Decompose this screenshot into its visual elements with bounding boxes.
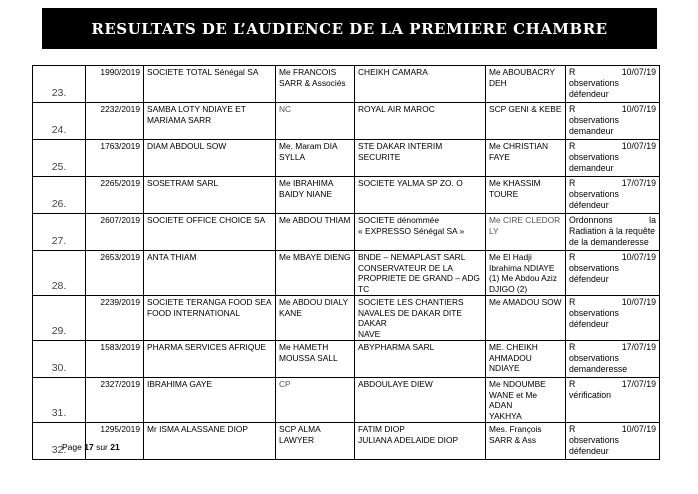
decision-first-line: [569, 215, 656, 226]
defendant-cell: [355, 66, 486, 103]
cell-line: NC: [279, 104, 292, 114]
defendant-lawyer-cell: [486, 103, 566, 140]
plaintiff-lawyer-cell: [276, 251, 355, 296]
table-row: [33, 423, 660, 460]
footer-page-label: Page: [62, 442, 82, 452]
cell-line: BNDE – NEMAPLAST SARL: [358, 252, 466, 262]
cell-line: ABYPHARMA SARL: [358, 342, 435, 352]
decision-code: R: [569, 178, 576, 188]
decision-first-line: [569, 141, 656, 152]
table-row: [33, 378, 660, 423]
decision-cell: [566, 378, 660, 423]
cell-line: Mes. François: [489, 424, 542, 434]
cell-line: Me El Hadji: [489, 252, 532, 262]
cell-line: SYLLA: [279, 151, 306, 162]
case-number: 2607/2019: [86, 214, 144, 251]
decision-date: 10/07/19: [621, 297, 656, 307]
decision-date: 10/07/19: [621, 252, 656, 262]
row-number: 25.: [33, 140, 86, 177]
decision-code: R: [569, 104, 576, 114]
decision-cell: [566, 423, 660, 460]
row-number: 26.: [33, 177, 86, 214]
cell-line: Me ABDOU THIAM: [279, 215, 351, 225]
plaintiff-cell: [144, 177, 276, 214]
decision-first-line: [569, 342, 656, 353]
cell-line: PROPRIETE DE GRAND – ADG TC: [358, 273, 480, 294]
cell-line: Me CHRISTIAN: [489, 141, 549, 151]
defendant-cell: [355, 378, 486, 423]
row-number: 30.: [33, 341, 86, 378]
cell-line: CHEIKH CAMARA: [358, 67, 428, 77]
cell-line: observations: [569, 308, 619, 318]
footer-current-page: 17: [84, 442, 94, 452]
cell-line: MARIAMA SARR: [147, 114, 212, 125]
cell-line: « EXPRESSO Sénégal SA »: [358, 225, 465, 236]
cell-line: NAVE: [358, 328, 381, 339]
decision-code: R: [569, 379, 576, 389]
cell-line: Me ABDOU DIALY: [279, 297, 349, 307]
results-table: [32, 65, 660, 460]
defendant-cell: [355, 251, 486, 296]
cell-line: Ibrahima NDIAYE: [489, 262, 555, 273]
cell-line: SARR & Ass: [489, 434, 537, 445]
plaintiff-cell: [144, 103, 276, 140]
decision-date: 17/07/19: [621, 342, 656, 352]
cell-line: BAIDY NIANE: [279, 188, 332, 199]
defendant-cell: [355, 296, 486, 341]
cell-line: observations: [569, 189, 619, 199]
footer-total-pages: 21: [110, 442, 120, 452]
cell-line: IBRAHIMA GAYE: [147, 379, 212, 389]
defendant-cell: [355, 103, 486, 140]
row-number: 23.: [33, 66, 86, 103]
cell-line: vérification: [569, 390, 612, 400]
cell-line: observations: [569, 353, 619, 363]
plaintiff-cell: [144, 378, 276, 423]
defendant-lawyer-cell: [486, 177, 566, 214]
defendant-cell: [355, 140, 486, 177]
decision-date: 10/07/19: [621, 67, 656, 77]
plaintiff-lawyer-cell: [276, 214, 355, 251]
cell-line: Me MBAYE DIENG: [279, 252, 351, 262]
decision-code: R: [569, 141, 576, 151]
row-number: 24.: [33, 103, 86, 140]
plaintiff-lawyer-cell: [276, 378, 355, 423]
footer-separator: sur: [96, 442, 108, 452]
decision-code: R: [569, 342, 576, 352]
cell-line: DJIGO (2): [489, 283, 528, 294]
cell-line: Me. Maram DIA: [279, 141, 338, 151]
decision-code: R: [569, 67, 576, 77]
page-title-banner: [42, 8, 657, 49]
cell-line: ME. CHEIKH: [489, 342, 538, 352]
defendant-cell: [355, 214, 486, 251]
cell-line: observations: [569, 115, 619, 125]
defendant-lawyer-cell: [486, 296, 566, 341]
cell-line: FAYE: [489, 151, 510, 162]
decision-date: la: [649, 215, 656, 225]
decision-cell: [566, 177, 660, 214]
cell-line: défendeur: [569, 89, 609, 99]
cell-line: (1) Me Abdou Aziz: [489, 273, 557, 283]
plaintiff-cell: [144, 66, 276, 103]
plaintiff-lawyer-cell: [276, 66, 355, 103]
defendant-lawyer-cell: [486, 378, 566, 423]
decision-code: R: [569, 252, 576, 262]
cell-line: Me CIRE CLEDOR LY: [489, 215, 561, 236]
cell-line: CP: [279, 379, 291, 389]
decision-cell: [566, 341, 660, 378]
cell-line: FOOD INTERNATIONAL: [147, 307, 240, 318]
plaintiff-lawyer-cell: [276, 296, 355, 341]
decision-date: 10/07/19: [621, 104, 656, 114]
cell-line: DIAM ABDOUL SOW: [147, 141, 227, 151]
cell-line: TOURE: [489, 188, 519, 199]
decision-date: 10/07/19: [621, 424, 656, 434]
cell-line: CONSERVATEUR DE LA: [358, 262, 453, 273]
plaintiff-cell: [144, 341, 276, 378]
table-row: [33, 103, 660, 140]
case-number: 2327/2019: [86, 378, 144, 423]
decision-first-line: [569, 252, 656, 263]
cell-line: FATIM DIOP: [358, 424, 405, 434]
defendant-lawyer-cell: [486, 66, 566, 103]
row-number: 29.: [33, 296, 86, 341]
case-number: 1763/2019: [86, 140, 144, 177]
case-number: 1583/2019: [86, 341, 144, 378]
cell-line: SOCIETE OFFICE CHOICE SA: [147, 215, 266, 225]
cell-line: SCP ALMA: [279, 424, 321, 434]
defendant-lawyer-cell: [486, 140, 566, 177]
defendant-lawyer-cell: [486, 423, 566, 460]
case-number: 2232/2019: [86, 103, 144, 140]
plaintiff-cell: [144, 423, 276, 460]
cell-line: JULIANA ADELAIDE DIOP: [358, 434, 459, 445]
defendant-cell: [355, 423, 486, 460]
page-title: RESULTATS DE L’AUDIENCE DE LA PREMIERE CHAMBRE: [91, 19, 608, 38]
table-row: [33, 66, 660, 103]
results-table-body: [33, 66, 660, 460]
cell-line: SCP GENI & KEBE: [489, 104, 562, 114]
decision-cell: [566, 103, 660, 140]
cell-line: défendeur: [569, 274, 609, 284]
row-number: 32.: [33, 423, 86, 460]
cell-line: de la demanderesse: [569, 237, 649, 247]
cell-line: observations: [569, 78, 619, 88]
defendant-cell: [355, 341, 486, 378]
table-row: [33, 341, 660, 378]
decision-cell: [566, 66, 660, 103]
table-row: [33, 177, 660, 214]
cell-line: ABDOULAYE DIEW: [358, 379, 433, 389]
row-number: 27.: [33, 214, 86, 251]
cell-line: NAVALES DE DAKAR DITE DAKAR: [358, 307, 462, 328]
cell-line: SOSETRAM SARL: [147, 178, 219, 188]
case-number: 1295/2019: [86, 423, 144, 460]
decision-first-line: [569, 297, 656, 308]
table-row: [33, 214, 660, 251]
decision-first-line: [569, 424, 656, 435]
row-number: 28.: [33, 251, 86, 296]
decision-cell: [566, 140, 660, 177]
defendant-lawyer-cell: [486, 341, 566, 378]
cell-line: PHARMA SERVICES AFRIQUE: [147, 342, 266, 352]
cell-line: observations: [569, 435, 619, 445]
plaintiff-lawyer-cell: [276, 423, 355, 460]
table-row: [33, 296, 660, 341]
cell-line: Me KHASSIM: [489, 178, 541, 188]
decision-date: 17/07/19: [621, 379, 656, 389]
case-number: 1990/2019: [86, 66, 144, 103]
cell-line: Mr ISMA ALASSANE DIOP: [147, 424, 248, 434]
cell-line: Me IBRAHIMA: [279, 178, 334, 188]
plaintiff-lawyer-cell: [276, 341, 355, 378]
plaintiff-cell: [144, 296, 276, 341]
cell-line: demanderesse: [569, 364, 628, 374]
plaintiff-lawyer-cell: [276, 103, 355, 140]
cell-line: demandeur: [569, 126, 614, 136]
case-number: 2653/2019: [86, 251, 144, 296]
decision-code: R: [569, 297, 576, 307]
plaintiff-cell: [144, 214, 276, 251]
cell-line: Me ABOUBACRY: [489, 67, 555, 77]
cell-line: MOUSSA SALL: [279, 352, 338, 363]
plaintiff-cell: [144, 251, 276, 296]
table-row: [33, 251, 660, 296]
cell-line: observations: [569, 263, 619, 273]
cell-line: STE DAKAR INTERIM SECURITE: [358, 141, 443, 162]
cell-line: SOCIETE dénommée: [358, 215, 439, 225]
cell-line: YAKHYA: [489, 410, 522, 421]
cell-line: ROYAL AIR MAROC: [358, 104, 435, 114]
cell-line: Me AMADOU SOW: [489, 297, 562, 307]
cell-line: Me NDOUMBE: [489, 379, 546, 389]
cell-line: LAWYER: [279, 434, 315, 445]
cell-line: ANTA THIAM: [147, 252, 197, 262]
cell-line: observations: [569, 152, 619, 162]
cell-line: Me FRANCOIS: [279, 67, 337, 77]
cell-line: DEH: [489, 77, 507, 88]
decision-code: R: [569, 424, 576, 434]
cell-line: Me HAMETH: [279, 342, 329, 352]
cell-line: KANE: [279, 307, 302, 318]
row-number: 31.: [33, 378, 86, 423]
cell-line: SAMBA LOTY NDIAYE ET: [147, 104, 246, 114]
cell-line: SOCIETE TERANGA FOOD SEA: [147, 297, 272, 307]
defendant-cell: [355, 177, 486, 214]
cell-line: WANE et Me ADAN: [489, 389, 538, 410]
decision-date: 17/07/19: [621, 178, 656, 188]
decision-cell: [566, 296, 660, 341]
defendant-lawyer-cell: [486, 251, 566, 296]
cell-line: défendeur: [569, 200, 609, 210]
plaintiff-lawyer-cell: [276, 177, 355, 214]
decision-first-line: [569, 379, 656, 390]
defendant-lawyer-cell: [486, 214, 566, 251]
cell-line: SARR & Associés: [279, 77, 346, 88]
decision-date: 10/07/19: [621, 141, 656, 151]
decision-cell: [566, 214, 660, 251]
page-footer: [62, 442, 120, 452]
decision-code: Ordonnons: [569, 215, 613, 225]
decision-cell: [566, 251, 660, 296]
cell-line: Radiation à la requête: [569, 226, 656, 236]
decision-first-line: [569, 67, 656, 78]
cell-line: SOCIETE TOTAL Sénégal SA: [147, 67, 259, 77]
cell-line: AHMADOU NDIAYE: [489, 352, 532, 373]
table-row: [33, 140, 660, 177]
cell-line: défendeur: [569, 446, 609, 456]
cell-line: défendeur: [569, 319, 609, 329]
plaintiff-cell: [144, 140, 276, 177]
decision-first-line: [569, 178, 656, 189]
cell-line: demandeur: [569, 163, 614, 173]
cell-line: SOCIETE LES CHANTIERS: [358, 297, 464, 307]
cell-line: SOCIETE YALMA SP ZO. O: [358, 178, 463, 188]
decision-first-line: [569, 104, 656, 115]
plaintiff-lawyer-cell: [276, 140, 355, 177]
case-number: 2265/2019: [86, 177, 144, 214]
case-number: 2239/2019: [86, 296, 144, 341]
